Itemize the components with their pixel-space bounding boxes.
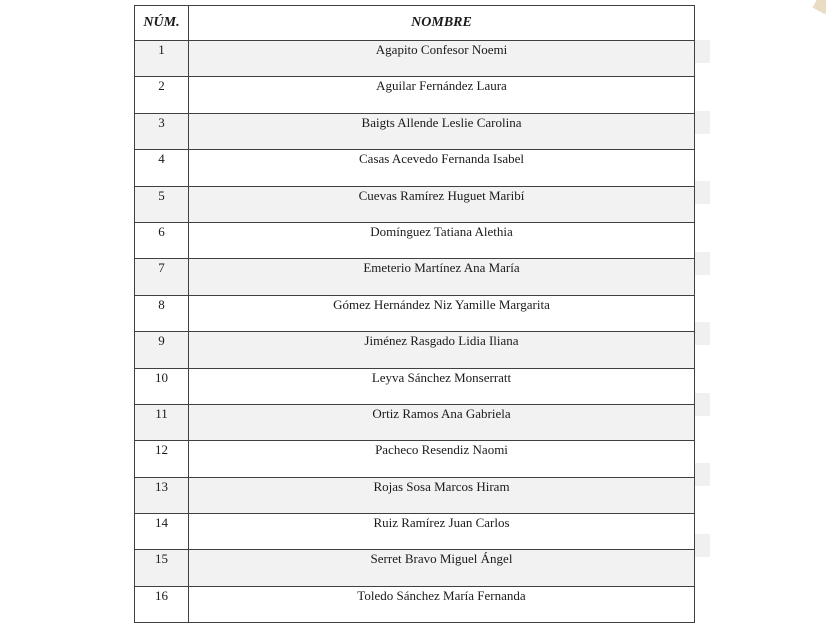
row-number: 1 xyxy=(135,41,189,77)
table-row xyxy=(135,77,695,113)
row-number: 2 xyxy=(135,77,189,113)
table-row xyxy=(135,332,695,368)
row-name: Agapito Confesor Noemi xyxy=(189,41,695,77)
row-name: Domínguez Tatiana Alethia xyxy=(189,222,695,258)
row-number: 10 xyxy=(135,368,189,404)
row-stripe-edge xyxy=(694,463,710,486)
row-name: Cuevas Ramírez Huguet Maribí xyxy=(189,186,695,222)
row-name: Serret Bravo Miguel Ángel xyxy=(189,550,695,586)
row-number: 12 xyxy=(135,441,189,477)
table-row xyxy=(135,41,695,77)
row-name: Casas Acevedo Fernanda Isabel xyxy=(189,150,695,186)
table-row xyxy=(135,222,695,258)
table-row xyxy=(135,441,695,477)
row-name: Pacheco Resendiz Naomi xyxy=(189,441,695,477)
row-stripe-edge xyxy=(694,181,710,204)
row-name: Aguilar Fernández Laura xyxy=(189,77,695,113)
row-number: 14 xyxy=(135,514,189,550)
row-stripe-edge xyxy=(694,252,710,275)
row-stripe-edge xyxy=(694,322,710,345)
row-number: 11 xyxy=(135,404,189,440)
row-number: 13 xyxy=(135,477,189,513)
table-row xyxy=(135,586,695,622)
row-number: 15 xyxy=(135,550,189,586)
row-name: Ortiz Ramos Ana Gabriela xyxy=(189,404,695,440)
row-stripe-edge xyxy=(694,534,710,557)
row-name: Baigts Allende Leslie Carolina xyxy=(189,113,695,149)
row-number: 5 xyxy=(135,186,189,222)
row-name: Jiménez Rasgado Lidia Iliana xyxy=(189,332,695,368)
table-row xyxy=(135,150,695,186)
name-column-header: NOMBRE xyxy=(189,6,695,41)
row-name: Ruiz Ramírez Juan Carlos xyxy=(189,514,695,550)
row-number: 4 xyxy=(135,150,189,186)
num-column-header: NÚM. xyxy=(135,6,189,41)
row-name: Emeterio Martínez Ana María xyxy=(189,259,695,295)
table-row xyxy=(135,550,695,586)
table-row xyxy=(135,368,695,404)
row-name: Gómez Hernández Niz Yamille Margarita xyxy=(189,295,695,331)
table-row xyxy=(135,186,695,222)
row-number: 16 xyxy=(135,586,189,622)
row-stripe-edge xyxy=(694,393,710,416)
corner-decoration xyxy=(813,0,826,14)
row-number: 9 xyxy=(135,332,189,368)
row-number: 6 xyxy=(135,222,189,258)
header-row xyxy=(135,6,695,41)
table-row xyxy=(135,295,695,331)
row-number: 7 xyxy=(135,259,189,295)
table-row xyxy=(135,259,695,295)
table-row xyxy=(135,404,695,440)
row-number: 3 xyxy=(135,113,189,149)
row-name: Rojas Sosa Marcos Hiram xyxy=(189,477,695,513)
row-name: Leyva Sánchez Monserratt xyxy=(189,368,695,404)
table-row xyxy=(135,113,695,149)
row-number: 8 xyxy=(135,295,189,331)
names-table xyxy=(134,5,695,623)
row-stripe-edge xyxy=(694,40,710,63)
row-stripe-edge xyxy=(694,111,710,134)
table-row xyxy=(135,477,695,513)
row-name: Toledo Sánchez María Fernanda xyxy=(189,586,695,622)
table-row xyxy=(135,514,695,550)
